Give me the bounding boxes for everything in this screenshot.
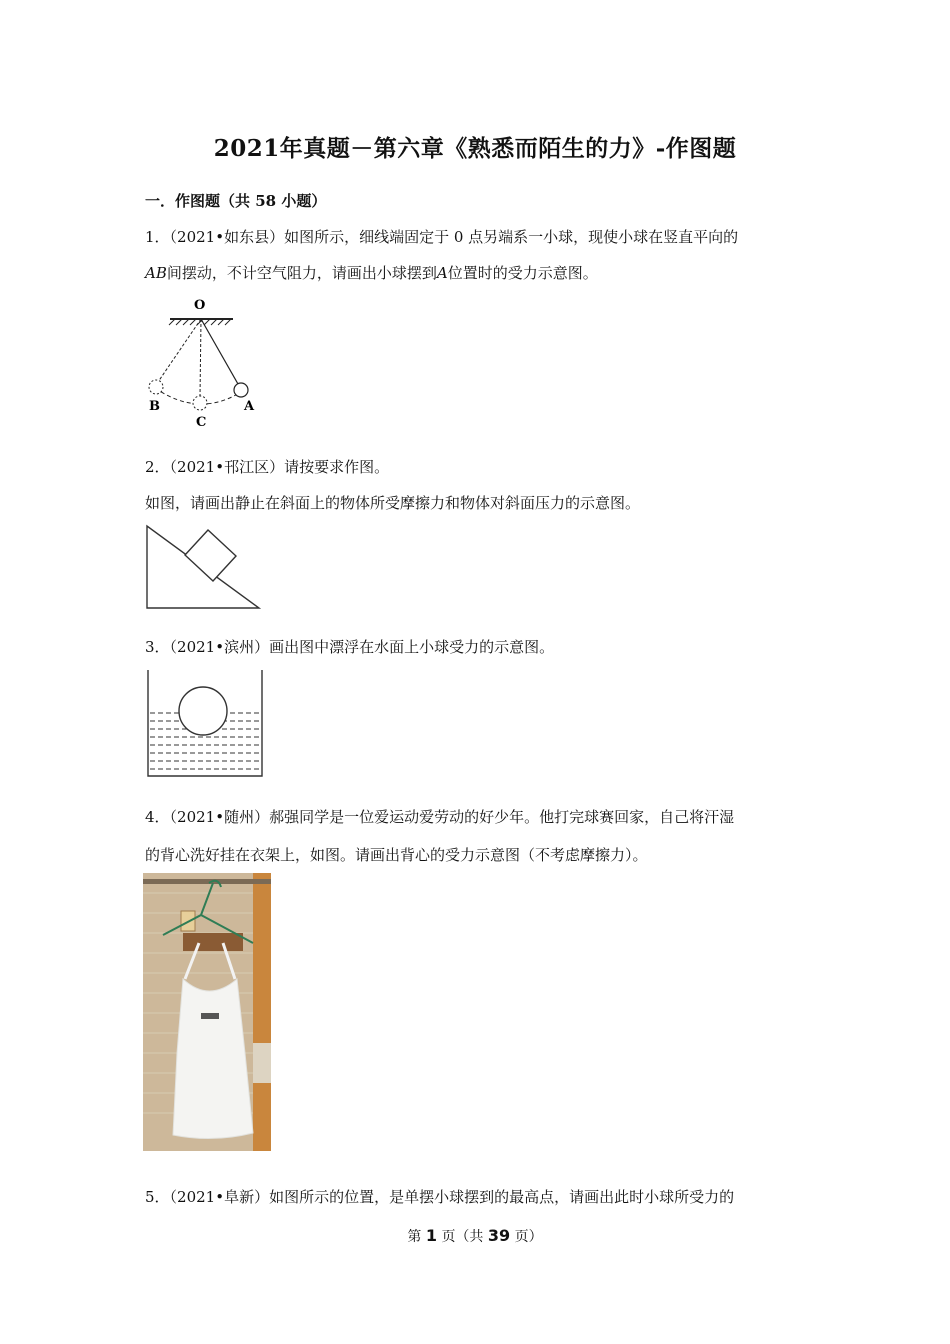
question-1-line-2 (145, 262, 598, 283)
footer-total-pages: 39 (487, 1226, 511, 1245)
section-heading: 一．作图题（共 58 小题） (145, 192, 327, 210)
footer-post: 页） (514, 1229, 543, 1245)
incline-figure (143, 522, 265, 614)
pendulum-label-o: O (194, 298, 206, 313)
footer-pre: 第 (407, 1229, 422, 1245)
question-5-line-1 (145, 1186, 734, 1207)
pendulum-label-a: A (244, 399, 255, 414)
pendulum-figure (143, 292, 273, 432)
question-3-number: 3． (145, 638, 170, 656)
question-4-text: （2021•随州）郝强同学是一位爱运动爱劳动的好少年。他打完球赛回家，自己将汗湿 (169, 808, 735, 826)
vest-photo (143, 873, 271, 1151)
question-1-text-mid: 间摆动，不计空气阻力，请画出小球摆到 (166, 264, 437, 282)
question-4-line-2: 的背心洗好挂在衣架上，如图。请画出背心的受力示意图（不考虑摩擦力）。 (145, 846, 648, 864)
question-1-text: （2021•如东县）如图所示，细线端固定于 0 点另端系一小球，现使小球在竖直平向的 (169, 228, 739, 246)
question-1-line-1 (145, 226, 738, 247)
pendulum-label-b: B (149, 399, 160, 414)
question-2-number: 2． (145, 458, 170, 476)
page-title: 2021年真题－第六章《熟悉而陌生的力》-作图题 (213, 135, 737, 162)
footer-mid: 页（共 (441, 1229, 484, 1245)
page-footer (0, 1226, 950, 1246)
question-1-number: 1． (145, 228, 170, 246)
pendulum-label-c: C (196, 415, 207, 430)
question-2-line-2: 如图，请画出静止在斜面上的物体所受摩擦力和物体对斜面压力的示意图。 (145, 494, 641, 512)
floating-ball-figure (143, 666, 267, 780)
question-5-number: 5． (145, 1188, 170, 1206)
question-1-var-ab: AB (145, 264, 167, 282)
question-3-line-1 (145, 636, 554, 657)
question-4-number: 4． (145, 808, 170, 826)
question-2-line-1 (145, 456, 389, 477)
question-4-line-1 (145, 806, 734, 827)
question-1-text-end: 位置时的受力示意图。 (447, 264, 598, 282)
question-1-var-a: A (436, 264, 448, 282)
question-5-text: （2021•阜新）如图所示的位置，是单摆小球摆到的最高点，请画出此时小球所受力的 (169, 1188, 735, 1206)
question-3-text: （2021•滨州）画出图中漂浮在水面上小球受力的示意图。 (169, 638, 555, 656)
question-2-text: （2021•邗江区）请按要求作图。 (169, 458, 390, 476)
footer-page-number: 1 (425, 1226, 437, 1245)
